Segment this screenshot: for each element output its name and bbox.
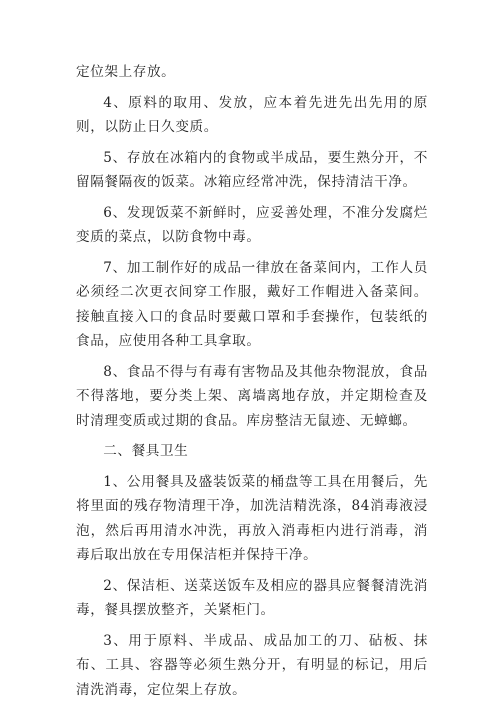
section-heading: 二、餐具卫生 xyxy=(103,443,189,459)
paragraph-continuation: 定位架上存放。 xyxy=(76,64,176,80)
paragraph-item-8: 8、食品不得与有毒有害物品及其他杂物混放，食品不得落地，要分类上架、离墙离地存放，并定期检查及时清理变质或过期的食品。库房整洁无鼠迹、无蟑螂。 xyxy=(76,363,428,429)
paragraph-item-4: 4、原料的取用、发放，应本着先进先出先用的原则，以防止日久变质。 xyxy=(76,94,428,135)
document-body xyxy=(76,60,428,702)
paragraph-tableware-1: 1、公用餐具及盛装饭菜的桶盘等工具在用餐后，先将里面的残存物清理干净，加洗洁精洗涤，84消毒液浸泡，然后再用清水冲洗，再放入消毒柜内进行消毒，消毒后取出放在专用保洁柜并保持干净。 xyxy=(76,473,428,563)
paragraph-tableware-3: 3、用于原料、半成品、成品加工的刀、砧板、抹布、工具、容器等必须生熟分开，有明显的标记，用后清洗消毒，定位架上存放。 xyxy=(76,632,428,698)
paragraph-item-6: 6、发现饭菜不新鲜时，应妥善处理，不准分发腐烂变质的菜点，以防食物中毒。 xyxy=(76,204,428,245)
paragraph-item-7: 7、加工制作好的成品一律放在备菜间内，工作人员必须经二次更衣间穿工作服，戴好工作帽进入备菜间。接触直接入口的食品时要戴口罩和手套操作，包装纸的食品，应使用各种工具拿取。 xyxy=(76,259,428,349)
paragraph-item-5: 5、存放在冰箱内的食物或半成品，要生熟分开，不留隔餐隔夜的饭菜。冰箱应经常冲洗，保持清洁干净。 xyxy=(76,149,428,190)
paragraph-tableware-2: 2、保洁柜、送菜送饭车及相应的器具应餐餐清洗消毒，餐具摆放整齐，关紧柜门。 xyxy=(76,577,428,618)
